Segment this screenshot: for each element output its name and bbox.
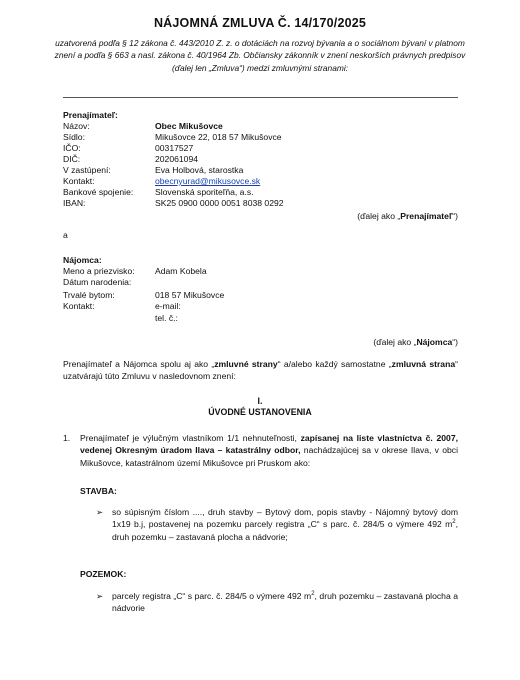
landlord-alias-prefix: (ďalej ako „ xyxy=(357,211,401,221)
pozemok-description xyxy=(112,590,458,615)
landlord-heading: Prenajímateľ: xyxy=(63,110,118,120)
tenant-value-email: e-mail: xyxy=(155,301,181,311)
pozemok-bullet-icon: ➢ xyxy=(96,591,104,601)
stavba-text-a: so súpisným číslom ...., druh stavby – Bytový dom, popis stavby - Nájomný bytový dom 1x19 b.j, postavenej na pozemku parcely registra „C“ s parc. č. 284/5 o výmere 492 m xyxy=(112,507,458,530)
landlord-label-ico: IČO: xyxy=(63,143,81,153)
tenant-label-birthdate: Dátum narodenia: xyxy=(63,277,132,287)
landlord-label-name: Názov: xyxy=(63,121,90,131)
tenant-label-residence: Trvalé bytom: xyxy=(63,290,115,300)
stavba-superscript: 2 xyxy=(452,519,456,526)
landlord-label-bank: Bankové spojenie: xyxy=(63,187,134,197)
section-title: ÚVODNÉ USTANOVENIA xyxy=(208,407,312,417)
pozemok-heading: POZEMOK: xyxy=(80,569,127,579)
tenant-heading: Nájomca: xyxy=(63,255,102,265)
stavba-description xyxy=(112,506,458,543)
landlord-value-ico: 00317527 xyxy=(155,143,194,153)
tenant-value-residence: 018 57 Mikušovce xyxy=(155,290,225,300)
parties-text-1: Prenajímateľ a Nájomca spolu aj ako „ xyxy=(63,359,215,369)
tenant-alias xyxy=(373,337,458,348)
clause-1-registry: zapísanej na liste vlastníctva č. 2007, vedenej Okresným úradom Ilava – katastrálny odbor, xyxy=(80,433,459,456)
landlord-alias-suffix: “) xyxy=(452,211,458,221)
stavba-bullet-icon: ➢ xyxy=(96,507,104,517)
clause-1-text-a: Prenajímateľ je výlučným vlastníkom 1/1 nehnuteľnosti, xyxy=(80,433,301,443)
landlord-label-contact: Kontakt: xyxy=(63,176,95,186)
stavba-heading: STAVBA: xyxy=(80,486,117,496)
landlord-value-representative: Eva Holbová, starostka xyxy=(155,165,244,175)
clause-1-text xyxy=(80,432,458,469)
tenant-alias-name: Nájomca xyxy=(416,337,453,347)
tenant-value-phone: tel. č.: xyxy=(155,313,178,323)
landlord-value-name: Obec Mikušovce xyxy=(155,121,223,131)
landlord-label-representative: V zastúpení: xyxy=(63,165,111,175)
landlord-value-iban: SK25 0900 0000 0051 8038 0292 xyxy=(155,198,284,208)
tenant-label-name: Meno a priezvisko: xyxy=(63,266,135,276)
tenant-alias-suffix: “) xyxy=(452,337,458,347)
section-number: I. xyxy=(257,396,263,406)
parties-term-2: zmluvná strana xyxy=(391,359,456,369)
conjunction-and: a xyxy=(63,230,68,240)
tenant-value-name: Adam Kobela xyxy=(155,266,207,276)
clause-number: 1. xyxy=(63,433,71,443)
pozemok-text-a: parcely registra „C“ s parc. č. 284/5 o výmere 492 m xyxy=(112,591,312,601)
parties-term-1: zmluvné strany xyxy=(214,359,278,369)
landlord-alias xyxy=(357,211,458,222)
tenant-alias-prefix: (ďalej ako „ xyxy=(373,337,417,347)
pozemok-superscript: 2 xyxy=(311,591,315,598)
header-divider xyxy=(63,97,458,98)
parties-paragraph xyxy=(63,358,458,383)
contract-title: NÁJOMNÁ ZMLUVA Č. 14/170/2025 xyxy=(153,16,367,30)
landlord-label-seat: Sídlo: xyxy=(63,132,85,142)
landlord-value-seat: Mikušovce 22, 018 57 Mikušovce xyxy=(155,132,282,142)
tenant-label-contact: Kontakt: xyxy=(63,301,95,311)
clause-1-text-b: nachádzajúcej sa v okrese Ilava, v obci Mikušovce, katastrálnom území Mikušovce pri Pruskom ako: xyxy=(80,445,458,468)
pozemok-text-b: , druh pozemku – zastavaná plocha a nádvorie xyxy=(112,591,458,614)
landlord-alias-name: Prenajímateľ xyxy=(400,211,453,221)
landlord-email-link[interactable]: obecnyurad@mikusovce.sk xyxy=(155,176,261,186)
contract-intro: uzatvorená podľa § 12 zákona č. 443/2010 Z. z. o dotáciách na rozvoj bývania a o sociálnom bývaní v platnom znení a podľa § 663 a nasl. zákona č. 40/1964 Zb. Občiansky zákonník v znení neskorších právnych predpisov (ďalej len „Zmluva“) medzi zmluvnými stranami: xyxy=(54,38,466,73)
landlord-label-iban: IBAN: xyxy=(63,198,86,208)
parties-text-3: “ uzatvárajú túto Zmluvu v nasledovnom znení: xyxy=(63,359,458,382)
stavba-text-b: , druh pozemku – zastavaná plocha a nádvorie; xyxy=(112,519,458,542)
landlord-label-dic: DIČ: xyxy=(63,154,81,164)
parties-text-2: “ a/alebo každý samostatne „ xyxy=(277,359,392,369)
landlord-value-bank: Slovenská sporiteľňa, a.s. xyxy=(155,187,254,197)
landlord-value-dic: 202061094 xyxy=(155,154,199,164)
